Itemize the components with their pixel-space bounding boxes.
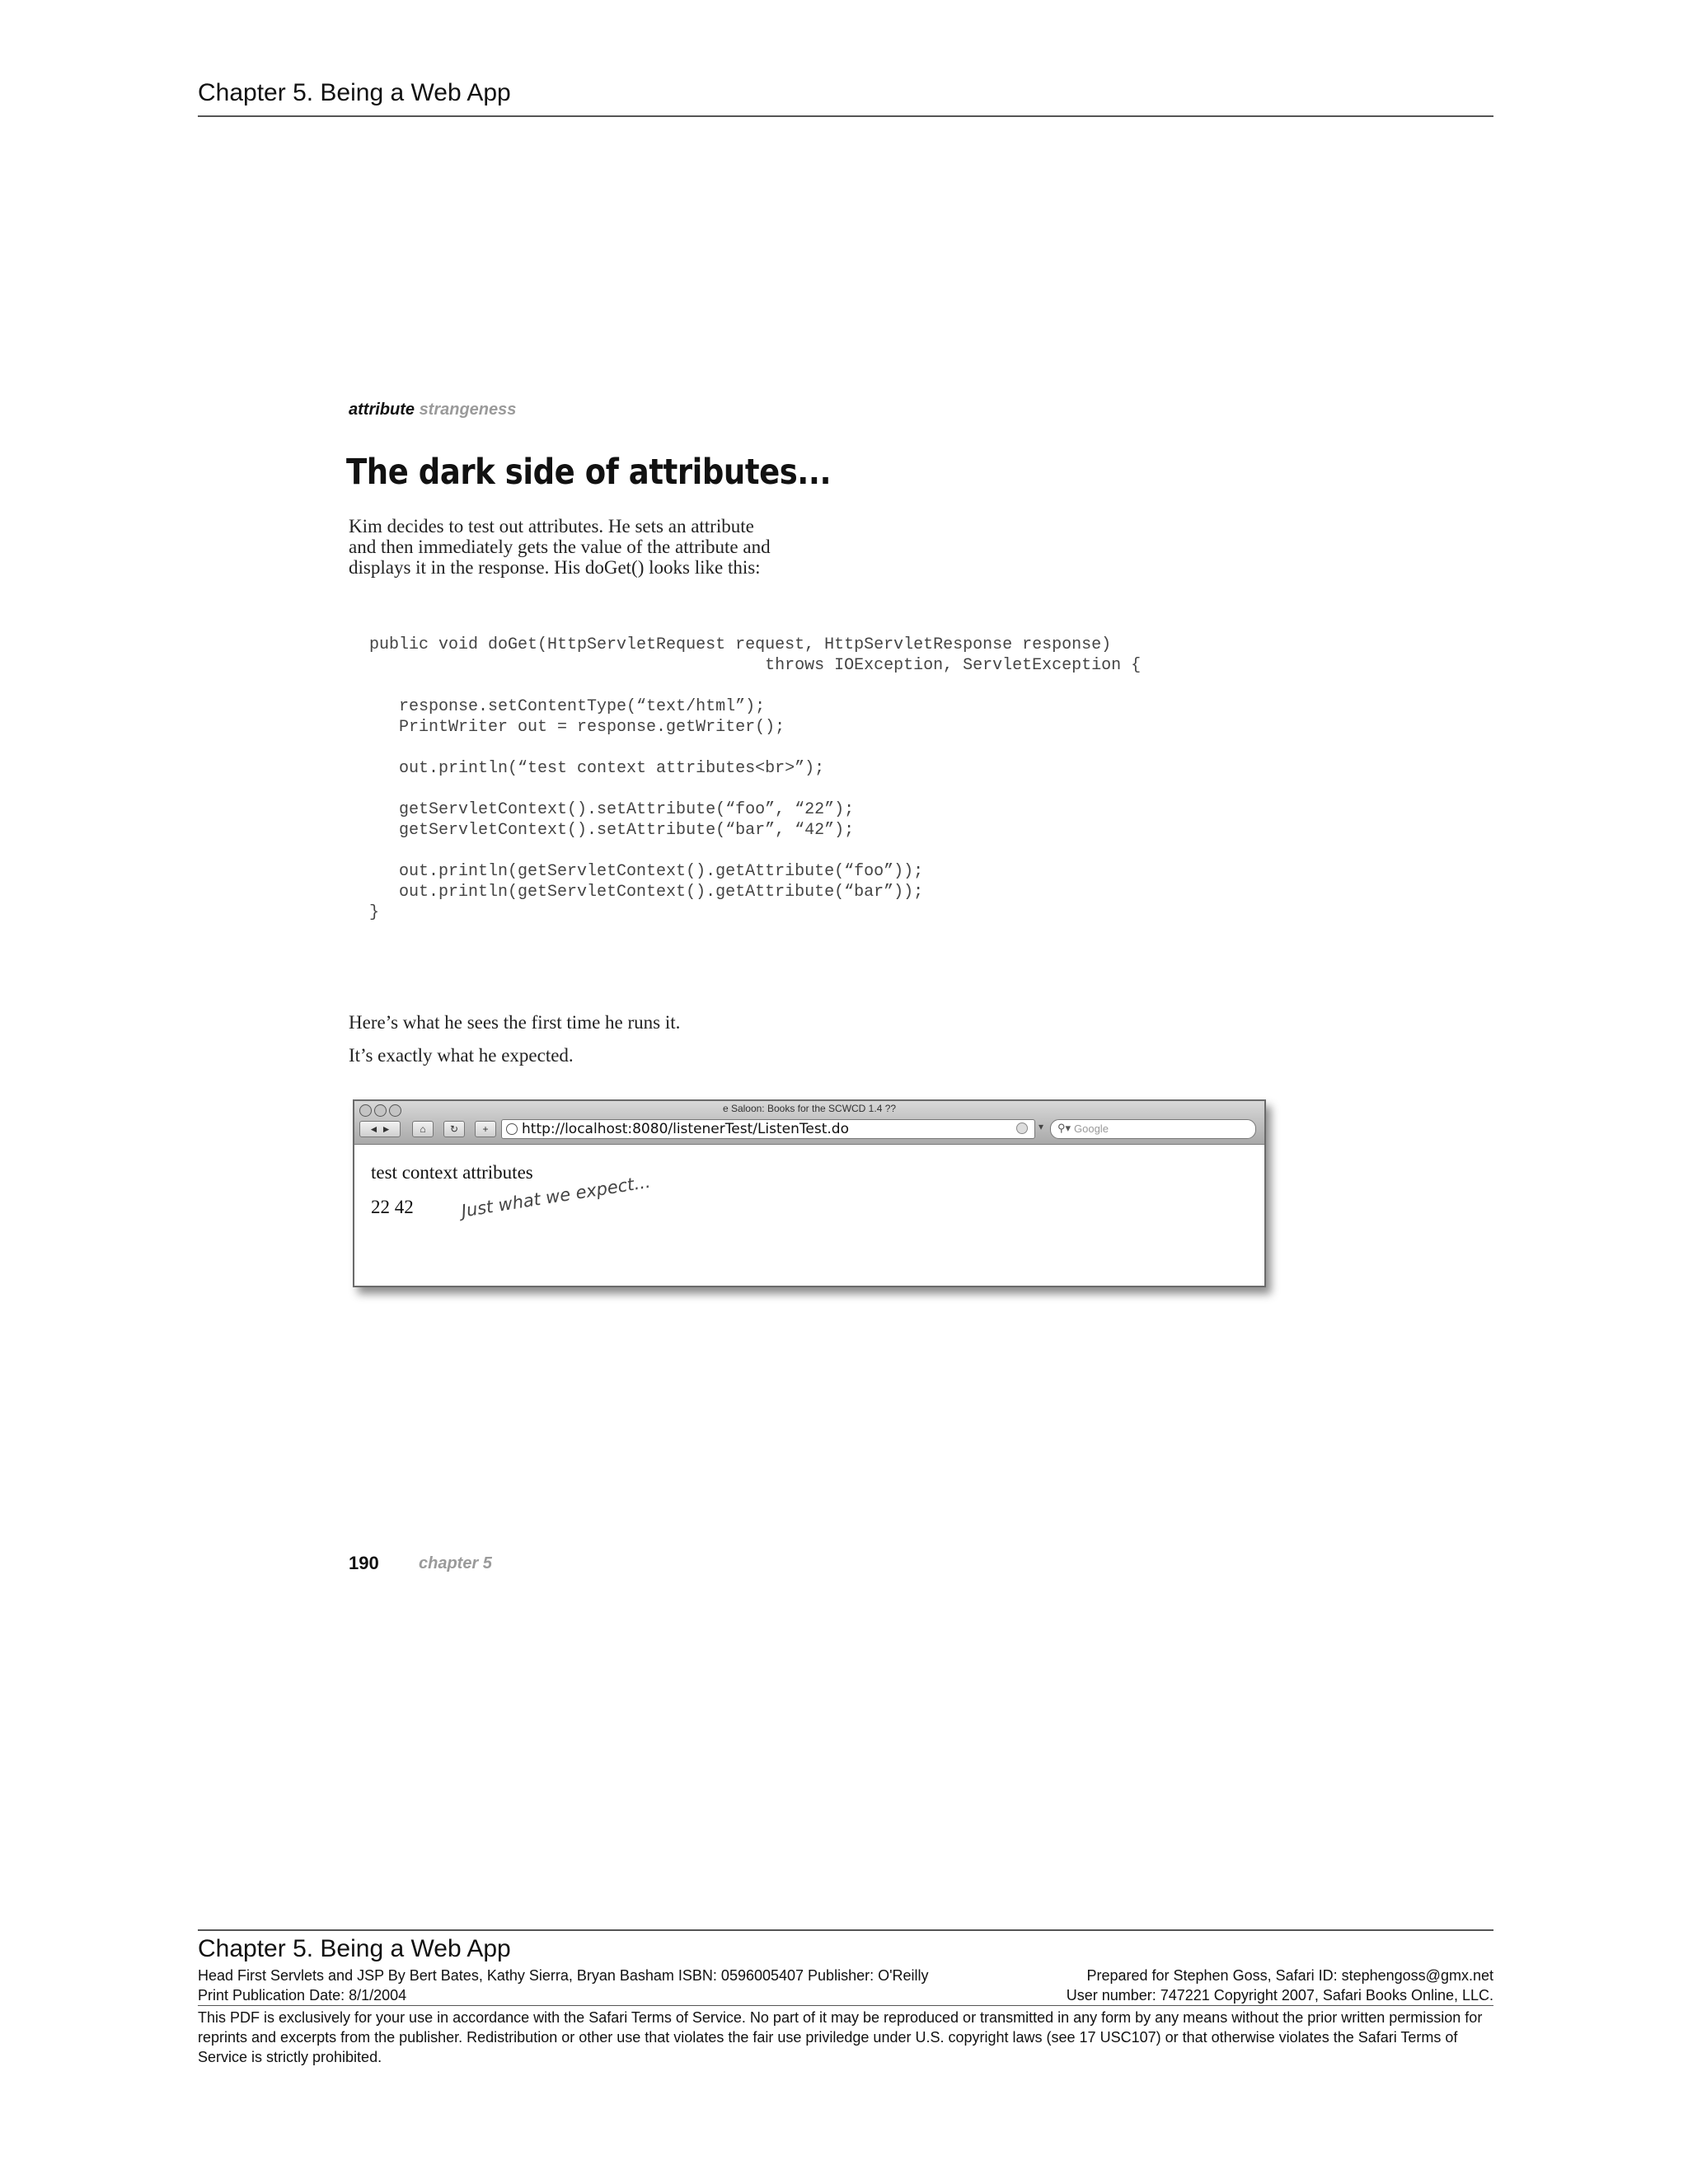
intro-line: and then immediately gets the value of the attribute and	[349, 537, 771, 557]
add-bookmark-button[interactable]	[475, 1121, 496, 1137]
footer-publication-date: Print Publication Date: 8/1/2004	[198, 1987, 407, 2004]
search-field[interactable]	[1050, 1119, 1256, 1139]
footer-legal-notice: This PDF is exclusively for your use in accordance with the Safari Terms of Service. No part of it may be reproduced or transmitted in any form by any means without the prior written permission for reprints and excerpts from the publisher. Redistribution or other use that violates the fair use priviledge under U.S. copyright laws (see 17 USC107) or that otherwise violates the Safari Terms of Service is strictly prohibited.	[198, 2009, 1483, 2065]
reload-icon: ↻	[449, 1123, 459, 1135]
footer-title: Chapter 5. Being a Web App	[198, 1935, 511, 1962]
home-button[interactable]	[412, 1121, 434, 1137]
back-forward-buttons[interactable]	[359, 1121, 401, 1137]
footer-rule	[198, 1929, 1493, 1931]
intro-line: Kim decides to test out attributes. He sets an attribute	[349, 516, 754, 537]
handwritten-annotation: Just what we expect...	[460, 1171, 652, 1221]
browser-titlebar	[354, 1101, 1264, 1145]
resize-handle-icon[interactable]: ▾	[1039, 1121, 1044, 1132]
browser-window	[353, 1099, 1266, 1287]
reload-button[interactable]	[443, 1121, 465, 1137]
search-icon: ⚲▾	[1057, 1122, 1071, 1134]
page-number: 190	[349, 1553, 379, 1573]
section-tag-keyword: attribute	[349, 401, 415, 419]
globe-icon	[506, 1123, 518, 1135]
address-bar[interactable]	[501, 1119, 1035, 1139]
folio-chapter: chapter 5	[419, 1554, 492, 1572]
section-tag-rest: strangeness	[419, 401, 517, 419]
running-header-title: Chapter 5. Being a Web App	[198, 79, 511, 106]
search-placeholder: Google	[1074, 1122, 1109, 1135]
back-arrow-icon[interactable]: ◄	[368, 1123, 379, 1135]
footer-book-info: Head First Servlets and JSP By Bert Bates, Kathy Sierra, Bryan Basham ISBN: 0596005407 Publisher: O'Reilly	[198, 1967, 929, 1984]
section-tag	[349, 401, 516, 419]
body-paragraph: It’s exactly what he expected.	[349, 1045, 574, 1066]
page-content-values: 22 42	[371, 1197, 414, 1217]
page-heading: The dark side of attributes...	[346, 452, 832, 493]
body-paragraph: Here’s what he sees the first time he runs it.	[349, 1012, 681, 1033]
code-listing: public void doGet(HttpServletRequest request, HttpServletResponse response) throws IOException, ServletException { response.setContentType(“text/html”); PrintWriter out = response.getWriter(); out.println(“test context attributes<br>”); getServletContext().setAttribute(“foo”, “22”); getServletContext().setAttribute(“bar”, “42”); out.println(getServletContext().getAttribute(“foo”)); out.println(getServletContext().getAttribute(“bar”)); }	[369, 635, 1142, 922]
footer-rule-secondary	[198, 2005, 1493, 2006]
page-content-line: test context attributes	[371, 1162, 533, 1183]
intro-paragraph	[349, 516, 860, 578]
footer-prepared-for: Prepared for Stephen Goss, Safari ID: stephengoss@gmx.net	[1086, 1967, 1493, 1984]
plus-icon: +	[482, 1123, 489, 1135]
forward-arrow-icon[interactable]: ►	[381, 1123, 392, 1135]
snapback-icon[interactable]	[1016, 1122, 1028, 1134]
footer-user-info: User number: 747221 Copyright 2007, Safari Books Online, LLC.	[1066, 1987, 1493, 2004]
address-bar-url[interactable]: http://localhost:8080/listenerTest/ListenTest.do	[522, 1121, 849, 1137]
browser-window-title: e Saloon: Books for the SCWCD 1.4 ??	[722, 1103, 897, 1114]
home-icon: ⌂	[420, 1123, 426, 1135]
header-rule	[198, 115, 1493, 117]
intro-line: displays it in the response. His doGet() looks like this:	[349, 557, 761, 578]
